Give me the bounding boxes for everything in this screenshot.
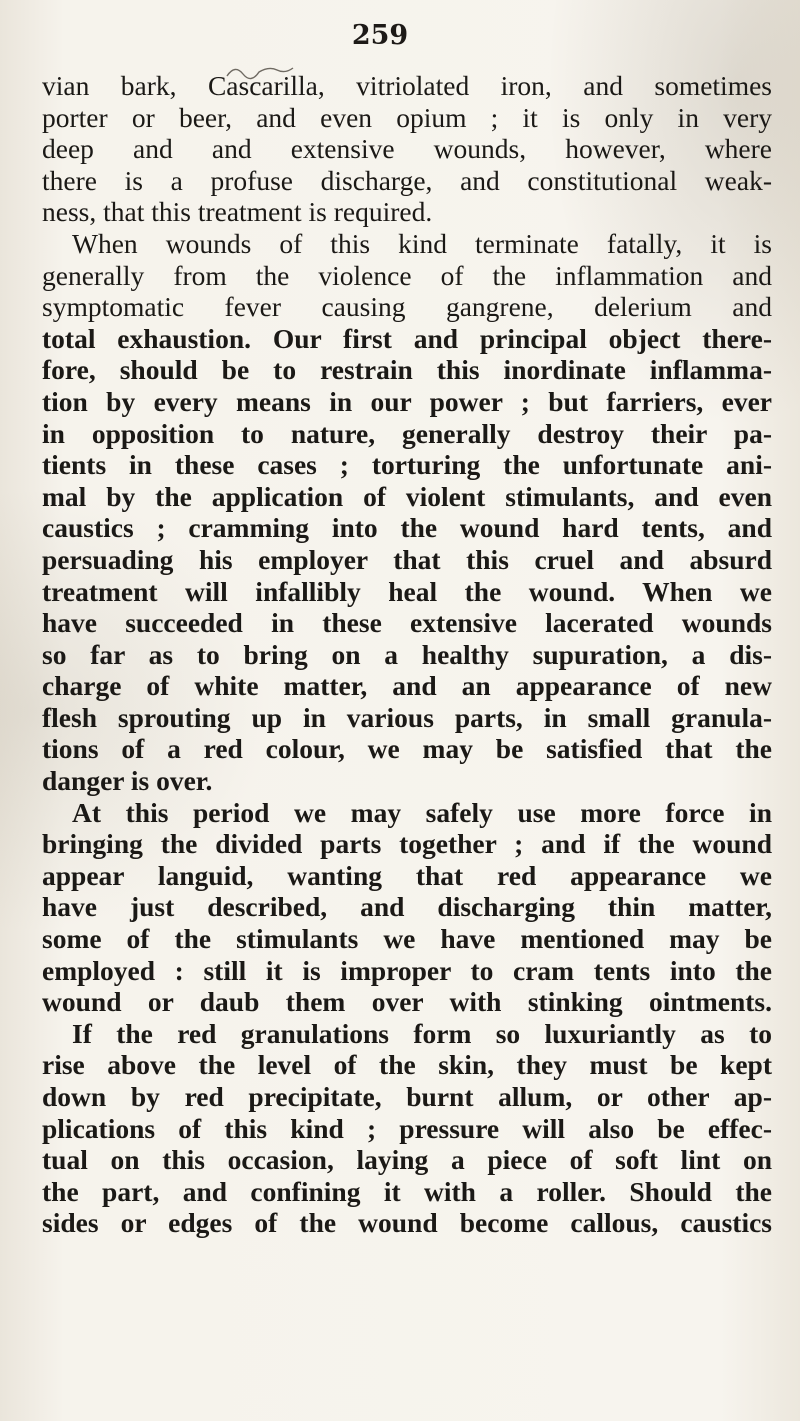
text-line: wound or daub them over with stinking ointments. (42, 986, 772, 1018)
paragraph-start-line: At this period we may safely use more force in (72, 796, 772, 828)
text-line: tions of a red colour, we may be satisfied that the (42, 733, 772, 765)
text-line: some of the stimulants we have mentioned may be (42, 923, 772, 955)
text-line: flesh sprouting up in various parts, in small granula- (42, 701, 772, 733)
text-line: generally from the violence of the inflammation and (42, 259, 772, 291)
text-line: tual on this occasion, laying a piece of soft lint on (42, 1144, 772, 1176)
text-line: have succeeded in these extensive lacerated wounds (42, 607, 772, 639)
text-line: rise above the level of the skin, they must be kept (42, 1049, 772, 1081)
text-line: appear languid, wanting that red appearance we (42, 859, 772, 891)
text-line: persuading his employer that this cruel and absurd (42, 543, 772, 575)
text-line: danger is over. (42, 765, 213, 797)
text-line: charge of white matter, and an appearance of new (42, 670, 772, 702)
text-line: ness, that this treatment is required. (42, 196, 433, 228)
text-line: have just described, and discharging thin matter, (42, 891, 772, 923)
text-line: caustics ; cramming into the wound hard tents, and (42, 512, 772, 544)
text-line: the part, and confining it with a roller. Should the (42, 1175, 772, 1207)
page-number: 259 (351, 20, 409, 51)
text-line: down by red precipitate, burnt allum, or other ap- (42, 1081, 772, 1112)
text-line: sides or edges of the wound become callous, caustics (42, 1207, 772, 1239)
text-line: mal by the application of violent stimulants, and even (42, 480, 772, 512)
text-line: symptomatic fever causing gangrene, delerium and (42, 291, 772, 323)
text-line: vian bark, Cascarilla, vitriolated iron, and sometimes (42, 70, 772, 101)
paragraph-start-line: When wounds of this kind terminate fatally, it is (72, 227, 772, 259)
text-line: bringing the divided parts together ; and if the wound (42, 828, 772, 860)
paragraph-start-line: If the red granulations form so luxuriantly as to (72, 1017, 772, 1049)
body-text (42, 70, 772, 1239)
text-line: deep and and extensive wounds, however, where (42, 133, 772, 165)
text-line: tients in these cases ; torturing the unfortunate ani- (42, 449, 772, 481)
text-line: fore, should be to restrain this inordinate inflamma- (42, 354, 772, 386)
text-line: in opposition to nature, generally destroy their pa- (42, 417, 772, 449)
text-line: employed : still it is improper to cram tents into the (42, 954, 772, 986)
text-line: plications of this kind ; pressure will also be effec- (42, 1112, 772, 1144)
text-line: total exhaustion. Our first and principal object there- (42, 322, 772, 354)
text-line: treatment will infallibly heal the wound. When we (42, 575, 772, 607)
text-line: there is a profuse discharge, and constitutional weak- (42, 164, 772, 196)
text-line: tion by every means in our power ; but farriers, ever (42, 385, 772, 417)
text-line: porter or beer, and even opium ; it is only in very (42, 101, 772, 133)
text-line: so far as to bring on a healthy supuration, a dis- (42, 638, 772, 670)
